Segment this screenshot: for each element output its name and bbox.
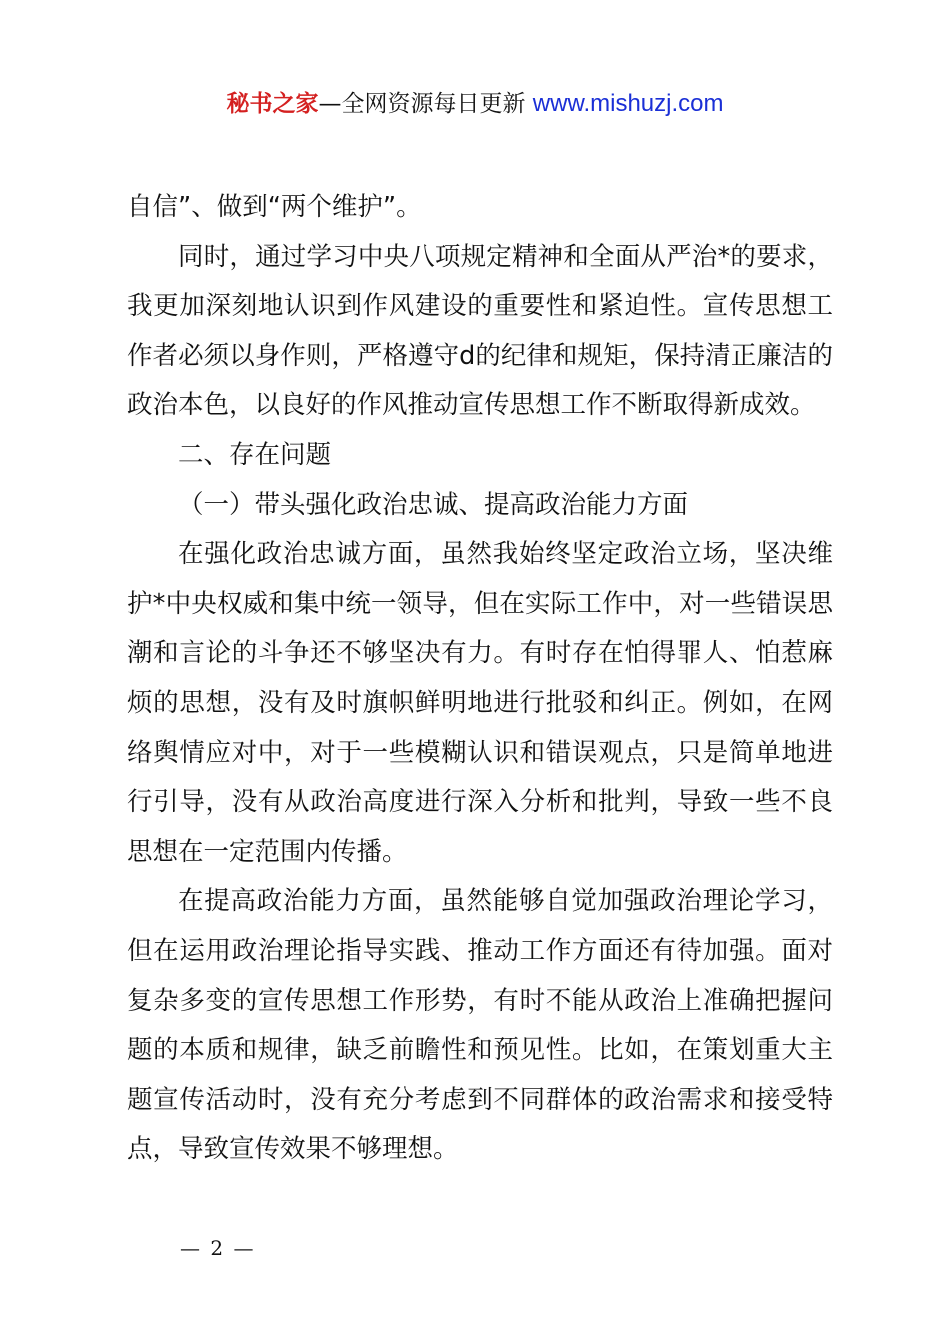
document-body <box>127 183 833 1175</box>
site-url-link[interactable]: www.mishuzj.com <box>532 90 724 117</box>
page-number: — 2 — <box>180 1236 256 1260</box>
brand-name: 秘书之家 <box>226 91 319 117</box>
paragraph-political-loyalty: 在强化政治忠诚方面，虽然我始终坚定政治立场，坚决维护*中央权威和集中统一领导，但在实际工作中，对一些错误思潮和言论的斗争还不够坚决有力。有时存在怕得罪人、怕惹麻烦的思想，没有及时旗帜鲜明地进行批驳和纠正。例如，在网络舆情应对中，对于一些模糊认识和错误观点，只是简单地进行引导，没有从政治高度进行深入分析和批判，导致一些不良思想在一定范围内传播。 <box>127 539 833 867</box>
paragraph-continuation: 自信”、做到“两个维护”。 <box>127 192 422 222</box>
paragraph-style-building: 同时，通过学习中央八项规定精神和全面从严治*的要求，我更加深刻地认识到作风建设的重要性和紧迫性。宣传思想工作者必须以身作则，严格遵守d的纪律和规矩，保持清正廉洁的政治本色，以良好的作风推动宣传思想工作不断取得新成效。 <box>127 241 833 421</box>
paragraph-political-ability: 在提高政治能力方面，虽然能够自觉加强政治理论学习，但在运用政治理论指导实践、推动工作方面还有待加强。面对复杂多变的宣传思想工作形势，有时不能从政治上准确把握问题的本质和规律，缺乏前瞻性和预见性。比如，在策划重大主题宣传活动时，没有充分考虑到不同群体的政治需求和接受特点，导致宣传效果不够理想。 <box>127 886 833 1165</box>
header-slogan: —全网资源每日更新 <box>318 91 533 117</box>
subsection-heading: （一）带头强化政治忠诚、提高政治能力方面 <box>178 489 689 520</box>
site-header <box>0 88 950 120</box>
section-heading: 二、存在问题 <box>178 439 332 470</box>
